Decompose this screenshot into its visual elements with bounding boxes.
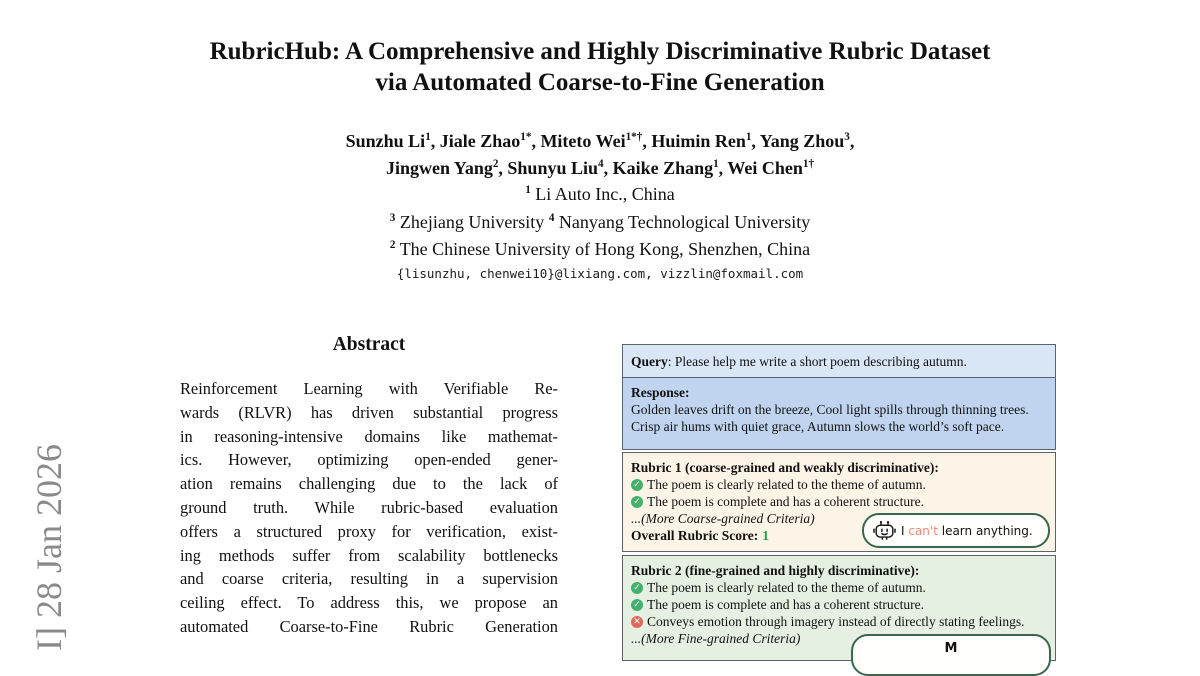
text-line: Crisp air hums with quiet grace, Autumn slows the world’s soft pace. bbox=[631, 419, 1005, 434]
text-line: automated Coarse-to-Fine Rubric Generation bbox=[180, 616, 558, 636]
rubric1-criteria bbox=[631, 476, 1047, 510]
author-block bbox=[0, 128, 1200, 182]
bubble-text-pre: I bbox=[901, 523, 909, 538]
superscript: 4 bbox=[597, 158, 604, 170]
affiliation-block bbox=[0, 181, 1200, 264]
criterion-text: The poem is complete and has a coherent structure. bbox=[647, 597, 925, 612]
text-line: and coarse criteria, resulting in a supervision bbox=[180, 569, 558, 589]
rubric2-title: Rubric 2 (fine-grained and highly discriminative): bbox=[631, 563, 920, 578]
text-line: offers a structured proxy for verification, exist- bbox=[180, 521, 558, 541]
check-icon: ✓ bbox=[631, 496, 643, 508]
rubric1-title: Rubric 1 (coarse-grained and weakly discriminative): bbox=[631, 460, 939, 475]
check-icon: ✓ bbox=[631, 479, 643, 491]
response-lines bbox=[631, 401, 1047, 435]
response-label: Response: bbox=[631, 385, 690, 400]
superscript: 4 bbox=[548, 211, 555, 224]
rubric2-speech-bubble-partial: M bbox=[851, 634, 1051, 676]
figure-response-box bbox=[622, 377, 1056, 450]
bubble-text bbox=[901, 524, 1033, 538]
email-line: {lisunzhu, chenwei10}@lixiang.com, vizzlin@foxmail.com bbox=[396, 266, 804, 281]
superscript: 1*† bbox=[625, 131, 643, 143]
paper-title-line2: via Automated Coarse-to-Fine Generation bbox=[375, 69, 825, 96]
criterion-row bbox=[631, 476, 1047, 493]
rubric2-more: ...(More Fine-grained Criteria) bbox=[631, 631, 801, 646]
affiliation-line-1: $^1$ Li Auto Inc., China bbox=[525, 184, 675, 204]
superscript: 3 bbox=[389, 211, 396, 224]
affiliation-line-2: $^3$ Zhejiang University $^4$ Nanyang Technological University bbox=[389, 211, 811, 232]
author-line-2: Jingwen Yang$^2$, Shunyu Liu$^4$, Kaike Zhang$^1$, Wei Chen$^{1\dagger}$ bbox=[385, 158, 815, 178]
text-line: ics. However, optimizing open-ended gener- bbox=[180, 450, 558, 470]
check-icon: ✓ bbox=[631, 582, 643, 594]
superscript: 3 bbox=[844, 131, 850, 143]
paper-title-line1: RubricHub: A Comprehensive and Highly Discriminative Rubric Dataset bbox=[209, 38, 991, 65]
criterion-row bbox=[631, 613, 1047, 630]
abstract-heading: Abstract bbox=[332, 334, 406, 355]
arxiv-stamp: I] 28 Jan 2026 bbox=[29, 444, 69, 651]
text-line: ceiling effect. To address this, we propose an bbox=[180, 593, 558, 613]
criterion-text: Conveys emotion through imagery instead of directly stating feelings. bbox=[647, 614, 1025, 629]
robot-icon bbox=[873, 520, 896, 541]
rubric2-criteria bbox=[631, 579, 1047, 630]
text-line: Golden leaves drift on the breeze, Cool light spills through thinning trees. bbox=[631, 402, 1029, 417]
superscript: 1 bbox=[425, 131, 431, 143]
text-line: wards (RLVR) has driven substantial progress bbox=[180, 402, 558, 422]
superscript: 2 bbox=[492, 158, 499, 170]
rubric1-score-value: 1 bbox=[762, 528, 769, 543]
query-text: : Please help me write a short poem describing autumn. bbox=[667, 354, 967, 369]
text-line: ground truth. While rubric-based evaluation bbox=[180, 497, 558, 517]
superscript: 2 bbox=[389, 239, 396, 251]
superscript: 1 bbox=[713, 158, 719, 170]
criterion-row bbox=[631, 596, 1047, 613]
author-line-1: Sunzhu Li$^1$, Jiale Zhao$^{1*}$, Miteto Wei$^{1*\dagger}$, Huimin Ren$^1$, Yang Zhou$^3$, bbox=[345, 131, 855, 151]
query-label: Query bbox=[631, 354, 668, 369]
figure-query-box bbox=[622, 344, 1056, 378]
criterion-row bbox=[631, 579, 1047, 596]
bubble-text-highlight: can't bbox=[908, 523, 938, 538]
text-line: Reinforcement Learning with Verifiable Re- bbox=[180, 379, 558, 398]
abstract-body bbox=[180, 377, 558, 639]
rubric1-more: ...(More Coarse-grained Criteria) bbox=[631, 511, 815, 526]
superscript: 1† bbox=[802, 158, 815, 170]
paper-title bbox=[0, 36, 1200, 98]
check-icon: ✓ bbox=[631, 599, 643, 611]
affiliation-line-3: $^2$ The Chinese University of Hong Kong, Shenzhen, China bbox=[389, 239, 811, 259]
superscript: 1* bbox=[520, 131, 532, 143]
text-line: ation remains challenging due to the lack of bbox=[180, 474, 558, 494]
text-line: ing methods suffer from scalability bottlenecks bbox=[180, 545, 558, 565]
rubric1-speech-bubble bbox=[862, 513, 1050, 548]
superscript: 1 bbox=[745, 131, 752, 143]
criterion-text: The poem is clearly related to the theme of autumn. bbox=[647, 477, 926, 492]
criterion-text: The poem is complete and has a coherent structure. bbox=[647, 494, 925, 509]
text-line: in reasoning-intensive domains like mathemat- bbox=[180, 426, 558, 446]
criterion-text: The poem is clearly related to the theme of autumn. bbox=[647, 580, 926, 595]
criterion-row bbox=[631, 493, 1047, 510]
bubble-text-post: learn anything. bbox=[937, 523, 1033, 538]
rubric1-score-label: Overall Rubric Score: bbox=[631, 528, 759, 543]
superscript: 1 bbox=[525, 184, 531, 196]
cross-icon: ✕ bbox=[631, 616, 643, 628]
